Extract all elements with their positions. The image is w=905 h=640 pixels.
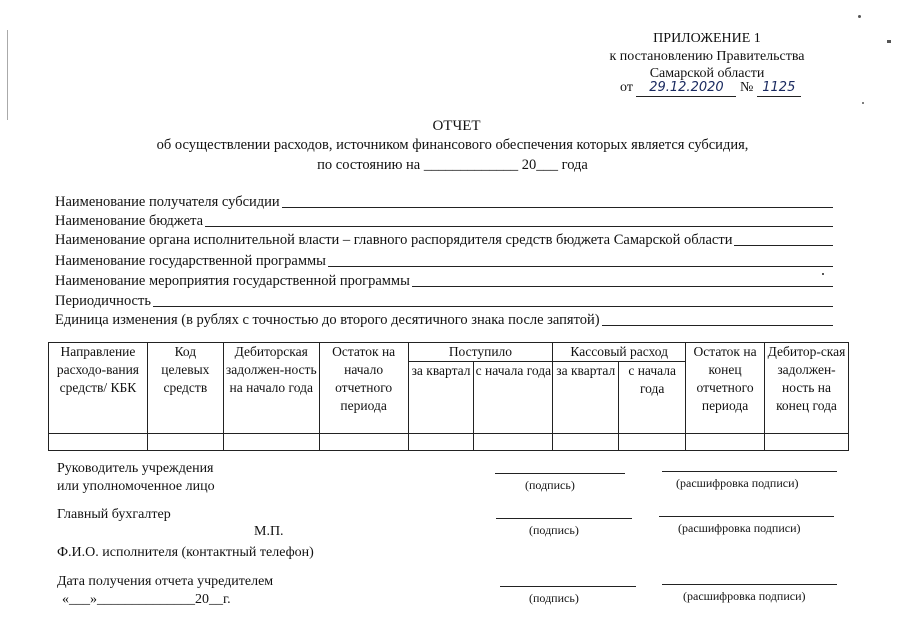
scan-speck	[858, 15, 861, 18]
field-authority-line[interactable]	[734, 245, 833, 246]
report-table	[48, 342, 849, 451]
table-cell[interactable]	[474, 434, 553, 451]
chief-signature-line[interactable]	[496, 518, 632, 519]
receipt-decoding-line[interactable]	[662, 584, 837, 585]
field-budget-label: Наименование бюджета	[55, 213, 204, 229]
table-cell[interactable]	[553, 434, 619, 451]
handwritten-number	[757, 80, 801, 97]
table-cell[interactable]	[147, 434, 223, 451]
table-cell[interactable]	[686, 434, 765, 451]
handwritten-date-text: 29.12.2020	[649, 80, 724, 95]
field-budget	[55, 211, 833, 230]
table-row	[49, 434, 849, 451]
head-signature-line[interactable]	[495, 473, 625, 474]
appendix-title: ПРИЛОЖЕНИЕ 1	[653, 31, 761, 46]
field-authority-label: Наименование органа исполнительной власти – главного распорядителя средств бюджета Самарской области	[55, 232, 733, 248]
stamp-label: М.П.	[254, 524, 284, 539]
field-authority	[55, 230, 833, 249]
field-activity	[55, 271, 833, 290]
header-direction: Направление расходо-вания средств/ КБК	[49, 343, 148, 434]
head-label-line2: или уполномоченное лицо	[57, 479, 215, 494]
chief-decoding-caption: (расшифровка подписи)	[678, 521, 801, 535]
appendix-resolution-line: к постановлению Правительства	[609, 49, 805, 64]
report-date-line: по состоянию на _____________ 20___ года	[317, 157, 588, 173]
field-recipient	[55, 192, 833, 211]
report-title: ОТЧЕТ	[432, 118, 481, 134]
table-cell[interactable]	[223, 434, 319, 451]
receipt-signature-caption: (подпись)	[529, 591, 579, 605]
head-label-line1: Руководитель учреждения	[57, 461, 214, 476]
report-subtitle: об осуществлении расходов, источником финансового обеспечения которых является субсидия,	[156, 137, 749, 153]
field-periodicity	[55, 291, 833, 310]
table-cell[interactable]	[319, 434, 408, 451]
appendix-date-number-line	[620, 80, 801, 97]
field-unit-label: Единица изменения (в рублях с точностью до второго десятичного знака после запятой)	[55, 312, 600, 328]
handwritten-number-text: 1125	[762, 80, 796, 95]
field-program	[55, 251, 833, 270]
number-label: №	[739, 80, 754, 95]
header-received: Поступило	[408, 343, 553, 362]
from-label: от	[620, 80, 633, 95]
receipt-date-label: Дата получения отчета учредителем	[57, 574, 274, 589]
receipt-date-line[interactable]: «___»______________20__г.	[62, 592, 231, 607]
field-activity-label: Наименование мероприятия государственной программы	[55, 273, 410, 289]
receipt-decoding-caption: (расшифровка подписи)	[683, 589, 806, 603]
header-cash-expense: Кассовый расход	[553, 343, 686, 362]
field-program-label: Наименование государственной программы	[55, 253, 326, 269]
scan-speck	[887, 40, 891, 43]
head-decoding-line[interactable]	[662, 471, 837, 472]
table-cell[interactable]	[619, 434, 686, 451]
head-decoding-caption: (расшифровка подписи)	[676, 476, 799, 490]
appendix-region-line: Самарской области	[649, 66, 765, 81]
field-periodicity-line[interactable]	[153, 306, 833, 307]
handwritten-date	[636, 80, 736, 97]
field-recipient-label: Наименование получателя субсидии	[55, 194, 280, 210]
header-receivables-start: Дебиторская задолжен-ность на начало года	[223, 343, 319, 434]
field-periodicity-label: Периодичность	[55, 293, 151, 309]
field-program-line[interactable]	[328, 266, 833, 267]
header-code: Код целевых средств	[147, 343, 223, 434]
scan-margin-artifact	[7, 30, 8, 120]
header-receivables-end: Дебитор-ская задолжен-ность на конец года	[765, 343, 849, 434]
field-unit-line[interactable]	[602, 325, 833, 326]
table-cell[interactable]	[408, 434, 474, 451]
scan-speck	[862, 102, 864, 104]
field-activity-line[interactable]	[412, 286, 833, 287]
field-unit	[55, 310, 833, 329]
table-cell[interactable]	[49, 434, 148, 451]
field-recipient-line[interactable]	[282, 207, 833, 208]
head-signature-caption: (подпись)	[525, 478, 575, 492]
header-cash-ytd: с начала года	[619, 362, 686, 434]
field-budget-line[interactable]	[205, 226, 833, 227]
receipt-signature-line[interactable]	[500, 586, 636, 587]
header-received-ytd: с начала года	[474, 362, 553, 434]
chief-decoding-line[interactable]	[659, 516, 834, 517]
header-balance-start: Остаток на начало отчетного периода	[319, 343, 408, 434]
header-cash-quarter: за квартал	[553, 362, 619, 434]
header-balance-end: Остаток на конец отчетного периода	[686, 343, 765, 434]
scan-speck	[822, 273, 824, 275]
table-cell[interactable]	[765, 434, 849, 451]
chief-accountant-label: Главный бухгалтер	[57, 507, 171, 522]
chief-signature-caption: (подпись)	[529, 523, 579, 537]
executor-label: Ф.И.О. исполнителя (контактный телефон)	[57, 545, 314, 560]
header-received-quarter: за квартал	[408, 362, 474, 434]
